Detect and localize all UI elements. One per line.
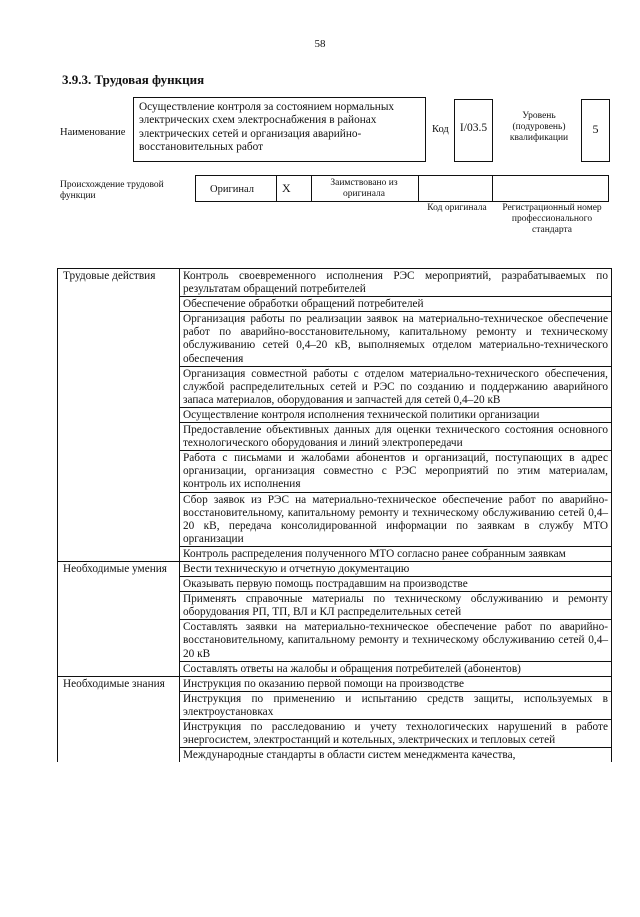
table-row [58, 269, 612, 297]
table-row [58, 676, 612, 691]
table-row [58, 297, 612, 312]
level-box [581, 99, 610, 162]
original-mark: X [282, 181, 291, 195]
knowledge-item: Инструкция по расследованию и учету технологических нарушений в работе энергосистем, электростанций и котельных, электрических и тепловых сетей [180, 720, 612, 748]
labor-action: Осуществление контроля исполнения технической политики организации [180, 407, 612, 422]
requirements-table [57, 268, 612, 762]
function-name: Осуществление контроля за состоянием нормальных электрических схем электроснабжения в районах электрических сетей и организация аварийно-восстановительных работ [139, 101, 395, 153]
skill: Составлять заявки на материально-техническое обеспечение работ по аварийно-восстановительному, капитальному ремонту и техническому обслуживанию сетей 0,4–20 кВ [180, 620, 612, 661]
table-row [58, 592, 612, 620]
page-number: 58 [314, 38, 326, 50]
code-box [454, 99, 493, 162]
table-row [58, 620, 612, 661]
code-original-caption: Код оригинала [427, 203, 487, 213]
table-row [58, 561, 612, 576]
skill: Оказывать первую помощь пострадавшим на производстве [180, 577, 612, 592]
labor-action: Контроль распределения полученного МТО согласно ранее собранным заявкам [180, 546, 612, 561]
labor-action: Сбор заявок из РЭС на материально-техническое обеспечение работ по аварийно-восстановительному, капитальному ремонту и техническому обслуживанию сетей 0,4–20 кВ, передача консолидированной информации по заявкам в службу МТО организации [180, 492, 612, 546]
level-value: 5 [592, 122, 599, 136]
table-row [58, 366, 612, 407]
level-label: Уровень (подуровень) квалификации [509, 111, 569, 143]
borrowed-label: Заимствовано из оригинала [330, 178, 398, 199]
code-value: I/03.5 [459, 122, 488, 134]
table-row [58, 407, 612, 422]
labor-action: Организация работы по реализации заявок на материально-техническое обеспечение работ по аварийно-восстановительному, капитальному ремонту и техническому обслуживанию сетей 0,4–20 кВ, выполняемых отделом материально-технического обеспечения [180, 312, 612, 366]
table-row [58, 451, 612, 492]
table-row [58, 423, 612, 451]
labor-action: Организация совместной работы с отделом материально-технического обеспечения, службой распределительных сетей и РЭС по созданию и поддержанию аварийного запаса материалов, оборудования и запчастей для сетей 0,4–20 кВ [180, 366, 612, 407]
labor-action: Обеспечение обработки обращений потребителей [180, 297, 612, 312]
labor-action: Контроль своевременного исполнения РЭС мероприятий, разрабатываемых по результатам обращений потребителей [180, 269, 612, 297]
code-label: Код [432, 124, 449, 135]
labor-actions-label: Трудовые действия [58, 269, 180, 297]
table-row [58, 577, 612, 592]
original-label: Оригинал [210, 184, 254, 195]
table-row [58, 546, 612, 561]
knowledge-label: Необходимые знания [58, 676, 180, 691]
skill: Вести техническую и отчетную документацию [180, 561, 612, 576]
skill: Применять справочные материалы по техническому обслуживанию и ремонту оборудования РП, ТП, ВЛ и КЛ распределительных сетей [180, 592, 612, 620]
reg-number-caption: Регистрационный номер профессионального стандарта [502, 203, 602, 235]
skill: Составлять ответы на жалобы и обращения потребителей (абонентов) [180, 661, 612, 676]
name-value-box [133, 97, 426, 162]
origin-label: Происхождение трудовой функции [60, 180, 164, 201]
table-row [58, 748, 612, 763]
knowledge-item: Инструкция по оказанию первой помощи на производстве [180, 676, 612, 691]
labor-action: Предоставление объективных данных для оценки технического состояния основного технологического оборудования и линий электропередачи [180, 423, 612, 451]
knowledge-item: Международные стандарты в области систем менеджмента качества, [180, 748, 612, 763]
knowledge-item: Инструкция по применению и испытанию средств защиты, используемых в электроустановках [180, 691, 612, 719]
table-row [58, 312, 612, 366]
section-title: 3.9.3. Трудовая функция [62, 72, 205, 87]
table-row [58, 720, 612, 748]
name-label: Наименование [60, 127, 126, 138]
table-row [58, 492, 612, 546]
table-row [58, 691, 612, 719]
table-row [58, 661, 612, 676]
skills-label: Необходимые умения [58, 561, 180, 576]
labor-action: Работа с письмами и жалобами абонентов и организаций, поступающих в адрес организации, организация совместно с РЭС мероприятий по этим материалам, контроль их исполнения [180, 451, 612, 492]
